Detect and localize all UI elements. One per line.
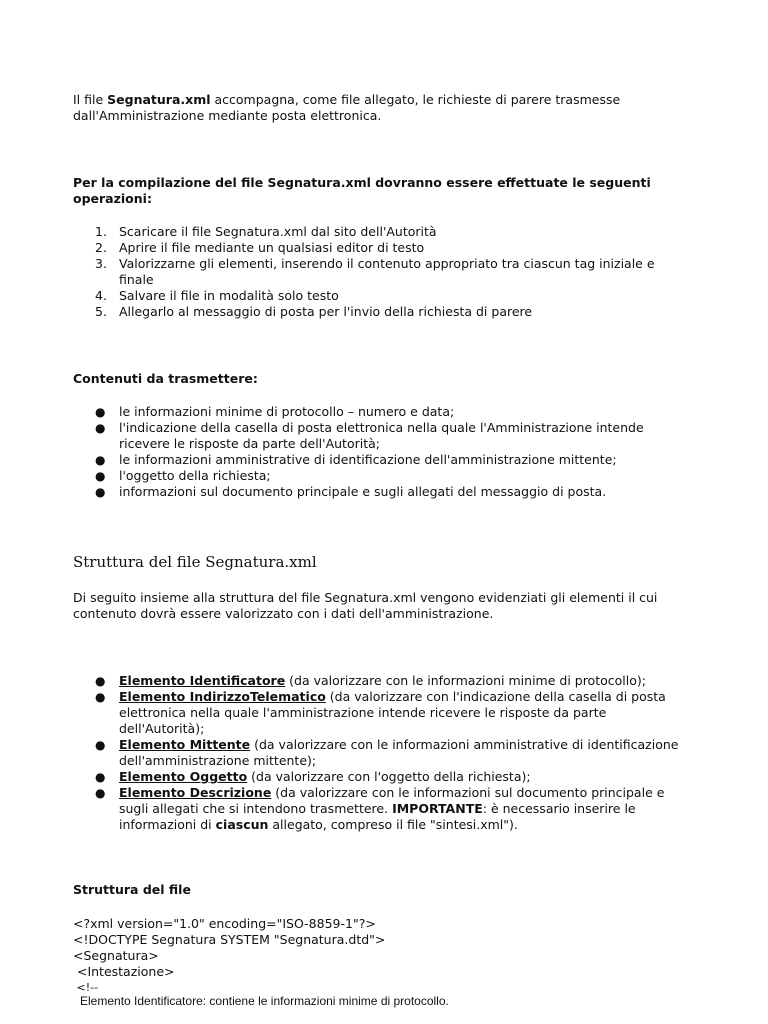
list-item: ● Elemento Descrizione (da valorizzare con le informazioni sul documento principale e sugli allegati che si intendono trasmettere. IMPORTANTE: è necessario inserire le informazioni di ciascun allegato, compreso il file "sintesi.xml"). xyxy=(95,785,665,832)
bullet-icon: ● xyxy=(95,674,106,688)
list-item: ● Elemento Identificatore (da valorizzare con le informazioni minime di protocollo); xyxy=(95,673,646,688)
code-line: <?xml version="1.0" encoding="ISO-8859-1"?> xyxy=(73,916,376,931)
file-structure-heading: Struttura del file xyxy=(73,882,191,897)
intro-filename: Segnatura.xml xyxy=(107,92,211,107)
element-name: Elemento IndirizzoTelematico xyxy=(119,689,326,704)
list-item: ● Elemento Mittente (da valorizzare con le informazioni amministrative di identificazione dell'amministrazione mittente); xyxy=(95,737,679,768)
structure-description: Di seguito insieme alla struttura del file Segnatura.xml vengono evidenziati gli elementi il cui contenuto dovrà essere valorizzato con i dati dell'amministrazione. xyxy=(73,590,658,621)
list-item: 3. Valorizzarne gli elementi, inserendo il contenuto appropriato tra ciascun tag iniziale e finale xyxy=(95,256,655,287)
steps-list xyxy=(73,224,693,320)
bullet-icon: ● xyxy=(95,786,106,800)
emphasis-word: ciascun xyxy=(215,817,269,832)
bullet-icon: ● xyxy=(95,421,106,435)
element-name: Elemento Identificatore xyxy=(119,673,286,688)
intro-text-end: accompagna, come file allegato, le richieste di parere trasmesse dall'Amministrazione mediante posta elettronica. xyxy=(73,92,621,123)
bullet-icon: ● xyxy=(95,453,106,467)
bullet-icon: ● xyxy=(95,770,106,784)
code-line: <!DOCTYPE Segnatura SYSTEM "Segnatura.dtd"> xyxy=(73,932,386,947)
list-item: 5. Allegarlo al messaggio di posta per l'invio della richiesta di parere xyxy=(95,304,533,319)
structure-heading: Struttura del file Segnatura.xml xyxy=(73,553,317,571)
list-item: 2. Aprire il file mediante un qualsiasi editor di testo xyxy=(95,240,425,255)
code-line: <Intestazione> xyxy=(73,964,175,979)
list-item: ● informazioni sul documento principale e sugli allegati del messaggio di posta. xyxy=(95,484,607,499)
contents-list xyxy=(73,404,693,500)
list-item: ● Elemento Oggetto (da valorizzare con l'oggetto della richiesta); xyxy=(95,769,531,784)
code-line: <!-- xyxy=(73,981,99,994)
important-label: IMPORTANTE xyxy=(392,801,483,816)
element-name: Elemento Oggetto xyxy=(119,769,248,784)
bullet-icon: ● xyxy=(95,485,106,499)
intro-text-start: Il file xyxy=(73,92,108,107)
bullet-icon: ● xyxy=(95,690,106,704)
element-name: Elemento Descrizione xyxy=(119,785,272,800)
element-name: Elemento Mittente xyxy=(119,737,251,752)
contents-heading: Contenuti da trasmettere: xyxy=(73,371,258,386)
compilation-heading: Per la compilazione del file Segnatura.xml dovranno essere effettuate le seguenti operazioni: xyxy=(73,175,651,206)
list-item: ● le informazioni amministrative di identificazione dell'amministrazione mittente; xyxy=(95,452,617,467)
bullet-icon: ● xyxy=(95,405,106,419)
list-item: ● l'oggetto della richiesta; xyxy=(95,468,271,483)
xml-comment: Elemento Identificatore: contiene le informazioni minime di protocollo. xyxy=(80,994,449,1008)
code-line: <Segnatura> xyxy=(73,948,159,963)
bullet-icon: ● xyxy=(95,469,106,483)
elements-list xyxy=(73,673,693,833)
list-item: ● Elemento IndirizzoTelematico (da valorizzare con l'indicazione della casella di posta elettronica nella quale l'amministrazione intende ricevere le risposte da parte dell'Autorità); xyxy=(95,689,666,736)
intro-paragraph xyxy=(73,92,693,124)
list-item: 1. Scaricare il file Segnatura.xml dal sito dell'Autorità xyxy=(95,224,437,239)
xml-code-block xyxy=(73,916,385,996)
list-item: ● l'indicazione della casella di posta elettronica nella quale l'Amministrazione intende ricevere le risposte da parte dell'Autorità; xyxy=(95,420,644,451)
list-item: 4. Salvare il file in modalità solo testo xyxy=(95,288,339,303)
bullet-icon: ● xyxy=(95,738,106,752)
list-item: ● le informazioni minime di protocollo – numero e data; xyxy=(95,404,455,419)
